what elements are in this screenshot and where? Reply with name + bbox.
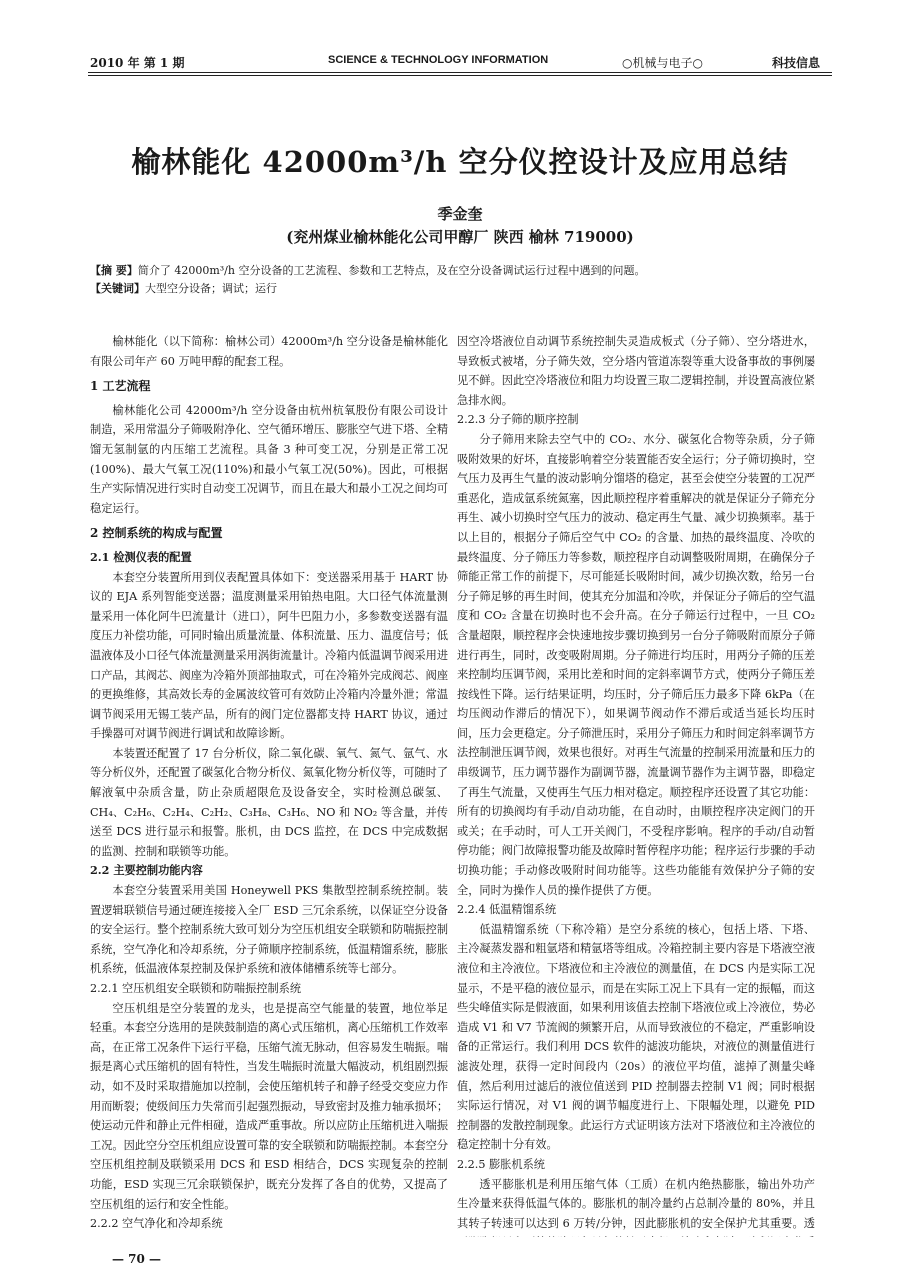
running-header [90,54,820,72]
article-title: 榆林能化 42000m³/h 空分仪控设计及应用总结 [131,145,789,179]
body-paragraph: 低温精馏系统（下称冷箱）是空分系统的核心，包括上塔、下塔、主冷凝蒸发器和粗氩塔和精氩塔等组成。冷箱控制主要内容是下塔液空液液位和主冷液位。下塔液位和主冷液位的测量值，在 DCS 内是实际工况显示，不是平稳的液位显示，而是在实际工况上下具有一定的振幅，而这些尖峰值实际是假液面，如果利用该值去控制下塔液位或上冷液位，势必造成 V1 和 V7 节流阀的频繁开启，从而导致液位的不稳定，严重影响设备的正常运行。我们利用 DCS 软件的滤波功能块，对液位的测量值进行滤波处理，获得一定时间段内（20s）的液位平均值，滤掉了测量尖峰值，然后利用过滤后的液位值送到 PID 控制器去控制 V1 阀；同时根据实际运行情况，对 V1 阀的调节幅度进行上、下限幅处理，以避免 PID 控制器的发散控制现象。此运行方式证明该方法对下塔液位和主冷液位的稳定控制十分有效。 [457,922,815,1152]
keywords-label: 【关键词】 [90,282,145,295]
author-name: 季金奎 [437,205,483,223]
body-paragraph [90,1234,448,1237]
section-heading: 2.1 检测仪表的配置 [90,549,192,564]
section-heading: 2.2.5 膨胀机系统 [457,1157,545,1171]
body-paragraph: 榆林能化（以下简称：榆林公司）42000m³/h 空分设备是榆林能化有限公司年产 60 万吨甲醇的配套工程。 [90,335,448,368]
body-paragraph: 本套空分装置采用美国 Honeywell PKS 集散型控制系统控制。装置逻辑联锁信号通过硬连接接入全厂 ESD 三冗余系统，以保证空分设备的安全运行。整个控制系统大致可划分为空压机组安全联锁和防喘振控制系统，空气净化和冷却系统，分子筛顺序控制系统，低温精馏系统，膨胀机系统，低温液体泵控制及保护系统和液体储槽系统等七部分。 [90,884,448,976]
left-column [90,332,448,1237]
abstract [90,262,830,280]
header-rule-bottom [88,75,832,76]
abstract-label: 【摘 要】 [90,264,138,277]
journal-name: SCIENCE & TECHNOLOGY INFORMATION [328,54,549,66]
body-paragraph: 因空冷塔液位自动调节系统控制失灵造成板式（分子筛）、空分塔进水，导致板式被堵，分子筛失效，空分塔内管道冻裂等重大设备事故的事例屡见不鲜。因此空冷塔液位和阻力均设置三取二逻辑控制，并设置高液位紧急排水阀。 [457,335,815,407]
body-paragraph: 榆林能化公司 42000m³/h 空分设备由杭州杭氧股份有限公司设计制造，采用常温分子筛吸附净化、空气循环增压、膨胀空气进下塔、全精馏无氢制氩的内压缩工艺流程。具备 3 种可变工况，分别是正常工况(100%)、最大气氧工况(110%)和最小气氧工况(50%)。因此，可根据生产实际情况进行实时自动变工况调节，而且在最大和最小工况之间均可稳定运行。 [90,403,448,515]
issue-label: 2010 年 第 1 期 [90,56,185,70]
section-heading: 2.2 主要控制功能内容 [90,863,203,878]
body-paragraph: 本套空分装置所用到仪表配置具体如下：变送器采用基于 HART 协议的 EJA 系列智能变送器；温度测量采用铂热电阻。大口径气体流量测量采用一体化阿牛巴流量计（进口），阿牛巴阻力小，多参数变送器有温度压力补偿功能，可同时输出质量流量、体积流量、压力、温度信号；低温液体及小口径气体流量测量采用涡街流量计。冷箱内低温调节阀采用进口产品，其阀芯、阀座为冷箱外顶部抽取式，可在冷箱外完成阀芯、阀座的更换维修，其高效长寿的金属波纹管可有效防止冷箱内冷量外泄；常温调节阀采用无锡工装产品，所有的阀门定位器都支持 HART 协议，通过手操器可对调节阀进行调试和故障诊断。 [90,570,448,741]
section-heading: 2.2.4 低温精馏系统 [457,903,557,917]
section-heading: 1 工艺流程 [90,379,151,394]
abstract-text: 简介了 42000m³/h 空分设备的工艺流程、参数和工艺特点，及在空分设备调试运行过程中遇到的问题。 [137,264,646,277]
section-heading: 2.2.2 空气净化和冷却系统 [90,1217,223,1231]
body-paragraph: 空压机组是空分装置的龙头，也是提高空气能量的装置，地位举足轻重。本套空分选用的是陕鼓制造的离心式压缩机，离心压缩机工作效率高，在正常工况条件下运行平稳，压缩气流无脉动，但容易发生喘振。喘振是离心式压缩机的固有特性，当发生喘振时流量大幅波动，机组剧烈振动，如不及时采取措施加以控制，会使压缩机转子和静子经受交变应力作用而断裂；使级间压力失常而引起强烈振动，导致密封及推力轴承损坏；使运动元件和静止元件相碰，造成严重事故。所以应防止压缩机进入喘振工况。因此空分空压机组应设置可靠的安全联锁和防喘振控制。本套空分空压机组控制及联锁采用 DCS 和 ESD 相结合，DCS 实现复杂的控制功能，ESD 实现三冗余联锁保护，既充分发挥了各自的优势，又提高了空压机组的运行和安全性能。 [90,1001,448,1211]
header-rule-top [88,72,832,73]
section-heading: 2.2.3 分子筛的顺序控制 [457,413,579,427]
keywords [90,280,830,298]
section-category: ○机械与电子○ [622,56,703,70]
body-paragraph: 透平膨胀机是利用压缩气体（工质）在机内绝热膨胀，输出外功产生冷量来获得低温气体的。膨胀机的制冷量约占总制冷量的 80%，并且其转子转速可以达到 6 万转/分钟，因此膨胀机的安全保护尤其重要。透 [457,1177,815,1230]
journal-title: 科技信息 [771,56,820,70]
section-heading: 2 控制系统的构成与配置 [90,526,223,541]
page-number: — 70 — [112,1252,162,1266]
right-column [457,332,815,1237]
section-heading: 2.2.1 空压机组安全联锁和防喘振控制系统 [90,982,302,995]
body-paragraph: 分子筛用来除去空气中的 CO₂、水分、碳氢化合物等杂质，分子筛吸附效果的好坏，直接影响着空分装置能否安全运行；分子筛切换时，空气压力及再生气量的波动影响分馏塔的稳定，甚至会使空分装置的工况严重恶化，造成氩系统氮塞，因此顺控程序着重解决的就是保证分子筛充分再生、减小切换时空气压力的波动、稳定再生气量、减少切换频率。基于以上目的，根据分子筛后空气中 CO₂ 的含量、加热的最终温度、冷吹的最终温度、分子筛压力等参数，顺控程序自动调整吸附周期，在确保分子筛能正常工作的前提下，尽可能延长吸附时间，减少切换次数，给另一台分子筛足够的再生时间，使其充分加温和冷吹，并保证分子筛后的空气温度和 CO₂ 含量在切换时也不会升高。在分子筛运行过程中，一旦 CO₂ 含量超限，顺控程序会快速地按步骤切换到另一台分子筛吸附而原分子筛进行再生，同时，改变吸附周期。分子筛进行均压时，用两分子筛的压差来控制均压调节阀，采用比差和时间的定斜率调节方式，使两分子筛压差按线性下降。运行结果证明，均压时，分子筛后压力最多下降 6kPa（在均压阀动作滞后的情况下），如果调节阀动作不滞后或适当延长均压时间，压力会更稳定。分子筛泄压时，采用分子筛压力和时间定斜率调节方法控制泄压调节阀，效果也很好。对再生气流量的控制采用流量和压力的串级调节，压力调节器作为副调节器，流量调节器作为主调节器，即稳定了再生气流量，又使再生气压力相对稳定。顺控程序还设置了其它功能：所有的切换阀均有手动/自动功能，在自动时，由顺控程序决定阀门的开或关；在手动时，可人工开关阀门，不受程序影响。程序的手动/自动暂停功能；阀门故障报警功能及故障时暂停程序功能；程序运行步骤的手动切换功能；手动修改吸附时间功能等。这些功能能有效保护分子筛的安全，同时为操作人员的操作提供了方便。 [457,432,815,897]
keywords-text: 大型空分设备；调试；运行 [145,282,277,295]
body-paragraph: 本装置还配置了 17 台分析仪，除二氧化碳、氧气、氮气、氩气、水等分析仪外，还配置了碳氢化合物分析仪、氮氧化物分析仪等，可随时了解液氧中杂质含量，防止杂质超限危及设备安全，实时检测总碳氢、CH₄、C₂H₆、C₂H₄、C₂H₂、C₃H₈、C₃H₆、NO 和 NO₂ 等含量，并传送至 DCS 进行显示和报警。胀机，由 DCS 监控，在 DCS 中完成数据的监测、控制和联锁等功能。 [90,746,448,858]
author-affiliation: (兖州煤业榆林能化公司甲醇厂 陕西 榆林 719000) [286,228,634,246]
